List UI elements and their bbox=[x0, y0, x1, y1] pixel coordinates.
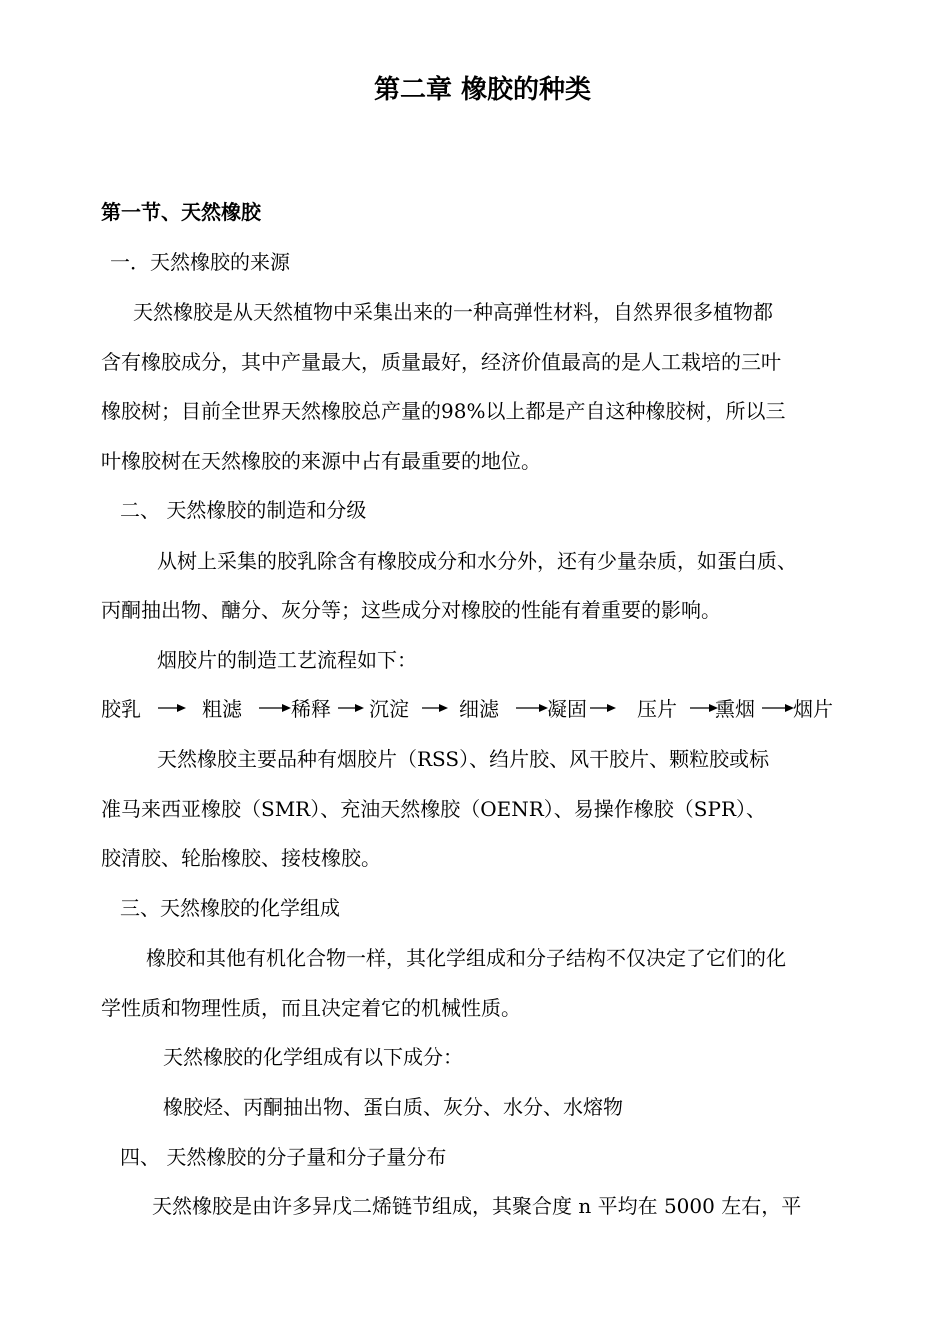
flow-step: 烟片 bbox=[793, 697, 833, 721]
paragraph-line: 含有橡胶成分，其中产量最大，质量最好，经济价值最高的是人工栽培的三叶 bbox=[101, 350, 781, 374]
arrow-right-icon bbox=[515, 697, 549, 721]
paragraph-line: 准马来西亚橡胶（SMR）、充油天然橡胶（OENR）、易操作橡胶（SPR）、 bbox=[101, 797, 767, 821]
flow-intro: 烟胶片的制造工艺流程如下： bbox=[157, 648, 417, 672]
paragraph-line: 天然橡胶主要品种有烟胶片（RSS）、绉片胶、风干胶片、颗粒胶或标 bbox=[157, 747, 770, 771]
components-list: 橡胶烃、丙酮抽出物、蛋白质、灰分、水分、水熔物 bbox=[163, 1095, 623, 1119]
flow-step: 熏烟 bbox=[715, 697, 755, 721]
subsection-heading-molecular-weight: 四、 天然橡胶的分子量和分子量分布 bbox=[120, 1145, 447, 1169]
paragraph-line: 丙酮抽出物、醣分、灰分等；这些成分对橡胶的性能有着重要的影响。 bbox=[101, 598, 721, 622]
arrow-right-icon bbox=[421, 697, 449, 721]
flow-step: 压片 bbox=[637, 697, 677, 721]
paragraph-line: 学性质和物理性质，而且决定着它的机械性质。 bbox=[101, 996, 521, 1020]
process-flow bbox=[101, 697, 861, 723]
flow-step: 细滤 bbox=[459, 697, 499, 721]
arrow-right-icon bbox=[157, 697, 187, 721]
paragraph-line: 橡胶树；目前全世界天然橡胶总产量的98%以上都是产自这种橡胶树，所以三 bbox=[101, 399, 786, 423]
paragraph-line: 橡胶和其他有机化合物一样，其化学组成和分子结构不仅决定了它们的化 bbox=[146, 946, 786, 970]
section-heading: 第一节、天然橡胶 bbox=[101, 200, 261, 224]
flow-step: 稀释 bbox=[291, 697, 331, 721]
paragraph-line: 天然橡胶是从天然植物中采集出来的一种高弹性材料，自然界很多植物都 bbox=[133, 300, 773, 324]
components-intro: 天然橡胶的化学组成有以下成分： bbox=[163, 1045, 463, 1069]
chapter-title: 第二章 橡胶的种类 bbox=[373, 75, 592, 105]
arrow-right-icon bbox=[589, 697, 617, 721]
flow-step: 粗滤 bbox=[202, 697, 242, 721]
flow-step: 沉淀 bbox=[369, 697, 409, 721]
paragraph-line: 叶橡胶树在天然橡胶的来源中占有最重要的地位。 bbox=[101, 449, 541, 473]
subsection-heading-source: 一．天然橡胶的来源 bbox=[110, 250, 290, 274]
paragraph-line: 胶清胶、轮胎橡胶、接枝橡胶。 bbox=[101, 846, 381, 870]
subsection-heading-composition: 三、天然橡胶的化学组成 bbox=[120, 896, 340, 920]
subsection-heading-manufacture: 二、 天然橡胶的制造和分级 bbox=[120, 498, 367, 522]
flow-step: 凝固 bbox=[547, 697, 587, 721]
paragraph-line: 从树上采集的胶乳除含有橡胶成分和水分外，还有少量杂质，如蛋白质、 bbox=[157, 549, 797, 573]
paragraph-line: 天然橡胶是由许多异戊二烯链节组成，其聚合度 n 平均在 5000 左右，平 bbox=[152, 1194, 802, 1218]
arrow-right-icon bbox=[337, 697, 365, 721]
arrow-right-icon bbox=[258, 697, 292, 721]
arrow-right-icon bbox=[761, 697, 795, 721]
flow-step: 胶乳 bbox=[101, 697, 141, 721]
